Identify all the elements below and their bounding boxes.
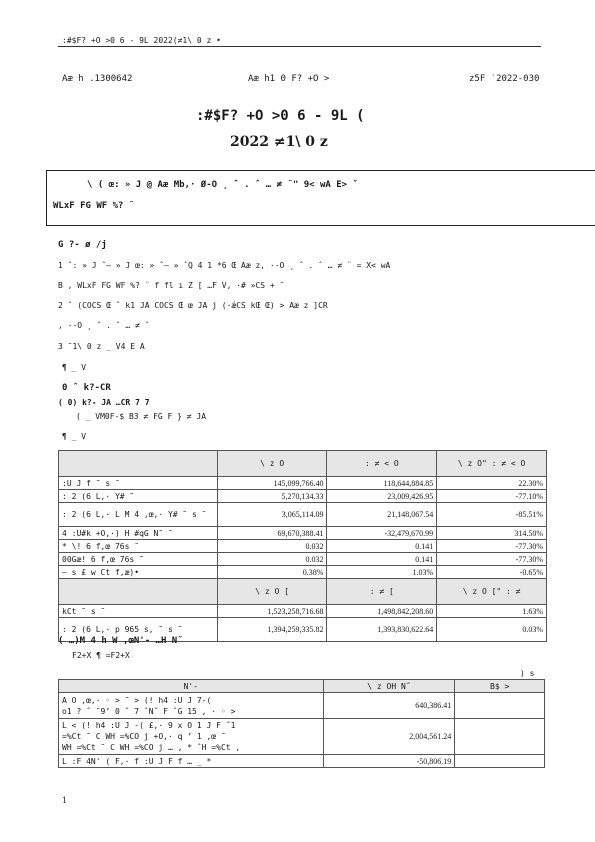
change-percent: 314.50%	[437, 527, 547, 540]
table-header-row	[59, 579, 547, 605]
row-label: : 2 (6 L,· Y# ˜	[59, 490, 218, 503]
table-header-cell: \ z O [" : ≠	[437, 579, 547, 605]
item-description-line: =%Ct ˜ C WH =%CO j +O,· q ’ 1 ,œ ˜	[62, 732, 226, 741]
item-note	[455, 693, 545, 719]
change-percent: -77.30%	[437, 553, 547, 566]
table-header-cell	[59, 451, 218, 477]
item-note	[455, 755, 545, 768]
section-2-subheading: ( 0) k?- JA …CR 7 7	[58, 398, 150, 407]
current-value: 0.032	[217, 540, 327, 553]
row-label: : 2 (6 L,· L M 4 ,œ,· Y# ˜ s ˜	[59, 503, 218, 527]
table-row	[59, 540, 547, 553]
table-row	[59, 553, 547, 566]
current-value: 0.38%	[217, 566, 327, 579]
change-percent: 0.03%	[437, 618, 547, 642]
section-2-unit: ¶ _ V	[62, 432, 87, 441]
current-value: 69,670,388.41	[217, 527, 327, 540]
document-title-line2: 2022 ≠1\ 0 z	[230, 134, 328, 150]
prior-value: 1,393,830,622.64	[327, 618, 437, 642]
table-header-cell: N'-	[59, 680, 324, 693]
table-row	[59, 527, 547, 540]
section-1-paragraph-1: 1 ˆ: » J ˆ– » J œ: » ˆ– » ˆQ 4 1 *6 Œ Aæ z, ·-O ¸ ˆ . ˆ … ≠ ¨ = X< wA	[58, 261, 391, 270]
section-1-heading: G ?- ø /j	[58, 240, 107, 250]
item-description: L :F 4N' ( F,· f :U J F f … _ *	[59, 755, 324, 768]
financial-data-table	[58, 450, 547, 642]
row-label: – s £ w Ct f,æ)•	[59, 566, 218, 579]
section-1-paragraph-1b: B , WLxF FG WF %? ¨ f fl ı Z [ …F V, ·# »CS + ˜	[58, 281, 285, 290]
item-amount: 2,004,561.24	[323, 719, 455, 755]
running-header: :#$F? +O >0 6 - 9L 2022(≠1\ 0 z •	[62, 36, 221, 45]
section-2-heading: 0 ˆ k?-CR	[62, 383, 111, 393]
row-label: :U J f ˜ s ˜	[59, 477, 218, 490]
table-header-cell: \ z O	[217, 451, 327, 477]
table-header-cell: : ≠ [	[327, 579, 437, 605]
prior-value: 118,644,884.85	[327, 477, 437, 490]
section-2-note: ( _ VM0F-$ B3 ≠ FG F } ≠ JA	[76, 412, 207, 421]
current-value: 1,394,259,335.82	[217, 618, 327, 642]
prior-value: -32,479,670.99	[327, 527, 437, 540]
current-value: 0.032	[217, 553, 327, 566]
notice-line-2: WLxF FG WF %? ˜	[53, 201, 135, 211]
header-rule	[58, 46, 541, 47]
item-description-line: o1 ? ˆ ˜9’ 0 ˆ 7 ˆN˝ F ˆG 15 , · ◦ >	[62, 706, 236, 716]
table-header-cell	[59, 579, 218, 605]
change-percent: 22.30%	[437, 477, 547, 490]
current-value: 1,523,258,716.68	[217, 605, 327, 618]
section-3-unit: ) s	[520, 669, 535, 678]
section-3-subheading: F2+X ¶ =F2+X	[72, 651, 130, 660]
table-row	[59, 477, 547, 490]
section-1-unit: ¶ _ V	[62, 363, 87, 372]
document-title-line1: :#$F? +O >0 6 - 9L (	[196, 108, 365, 124]
change-percent: -77.30%	[437, 540, 547, 553]
item-note	[455, 719, 545, 755]
row-label: 00Gæ! 6 f,œ 76s ˜	[59, 553, 218, 566]
notice-box	[46, 170, 595, 226]
item-description-line: WH =%Ct ˜ C WH =%CO j … , * ˆH =%Ct ,	[62, 743, 241, 752]
table-header-row	[59, 451, 547, 477]
table-row	[59, 490, 547, 503]
change-percent: -77.10%	[437, 490, 547, 503]
item-description-line: L < (! h4 :U J -( £,· 9 x O 1 J F ˝1	[62, 721, 236, 730]
table-header-row	[59, 680, 545, 693]
table-row	[59, 693, 545, 719]
current-value: 3,065,114.09	[217, 503, 327, 527]
section-3-heading: ( …)M 4 h W ,œN'- …H N˝	[58, 636, 183, 646]
change-percent: -0.65%	[437, 566, 547, 579]
prior-value: 0.141	[327, 540, 437, 553]
table-header-cell: \ z O" : ≠ < O	[437, 451, 547, 477]
item-description	[59, 693, 324, 719]
table-header-cell: B$ >	[455, 680, 545, 693]
row-label: kCt ˜ s ˜	[59, 605, 218, 618]
current-value: 5,270,134.33	[217, 490, 327, 503]
table-row	[59, 719, 545, 755]
item-amount: 640,386.41	[323, 693, 455, 719]
security-code: Aæ h .1300642	[62, 74, 133, 84]
section-1-paragraph-2: 2 ˆ (COCS Œ ˆ k1 JA COCS Œ œ JA j (·ǽCS kŒ Œ) > Aæ z ]CR	[58, 301, 328, 310]
table-header-cell: \ z O [	[217, 579, 327, 605]
table-row	[59, 755, 545, 768]
security-name: Aæ h1 0 F? +O >	[248, 74, 330, 84]
change-percent: -85.51%	[437, 503, 547, 527]
table-row	[59, 605, 547, 618]
item-description	[59, 719, 324, 755]
non-recurring-items-table	[58, 679, 545, 768]
notice-line-1: \ ( œ: » J @ Aæ Mb,· Ø-O ¸ ˆ . ˆ … ≠ ¨" 9< wA E> ˇ	[87, 180, 358, 190]
section-1-paragraph-2b: , ·-O ¸ ˆ . ˆ … ≠ ˆ	[58, 321, 150, 330]
prior-value: 23,009,426.95	[327, 490, 437, 503]
table-header-cell: \ z OH N˝	[323, 680, 455, 693]
table-row	[59, 503, 547, 527]
announcement-number: z5F ′2022-030	[469, 74, 540, 84]
item-description-line: A O ,œ,· ◦ > ˜ > (! h4 :U J 7-(	[62, 695, 212, 705]
prior-value: 21,148,067.54	[327, 503, 437, 527]
change-percent: 1.63%	[437, 605, 547, 618]
prior-value: 0.141	[327, 553, 437, 566]
section-1-paragraph-3: 3 ˜1\ 0 z _ V4 E A	[58, 342, 145, 351]
row-label: : 2 (6 L,· p 965 s, ˜ s ˜	[59, 618, 218, 642]
table-row	[59, 566, 547, 579]
row-label: * \! 6 f,œ 76s ˜	[59, 540, 218, 553]
table-header-cell: : ≠ < O	[327, 451, 437, 477]
row-label: 4 :U#k +O,·) H #qG N˜ ˜	[59, 527, 218, 540]
item-amount: -50,806.19	[323, 755, 455, 768]
prior-value: 1.03%	[327, 566, 437, 579]
current-value: 145,099,766.40	[217, 477, 327, 490]
page-number: 1	[62, 796, 68, 805]
prior-value: 1,498,842,208.60	[327, 605, 437, 618]
